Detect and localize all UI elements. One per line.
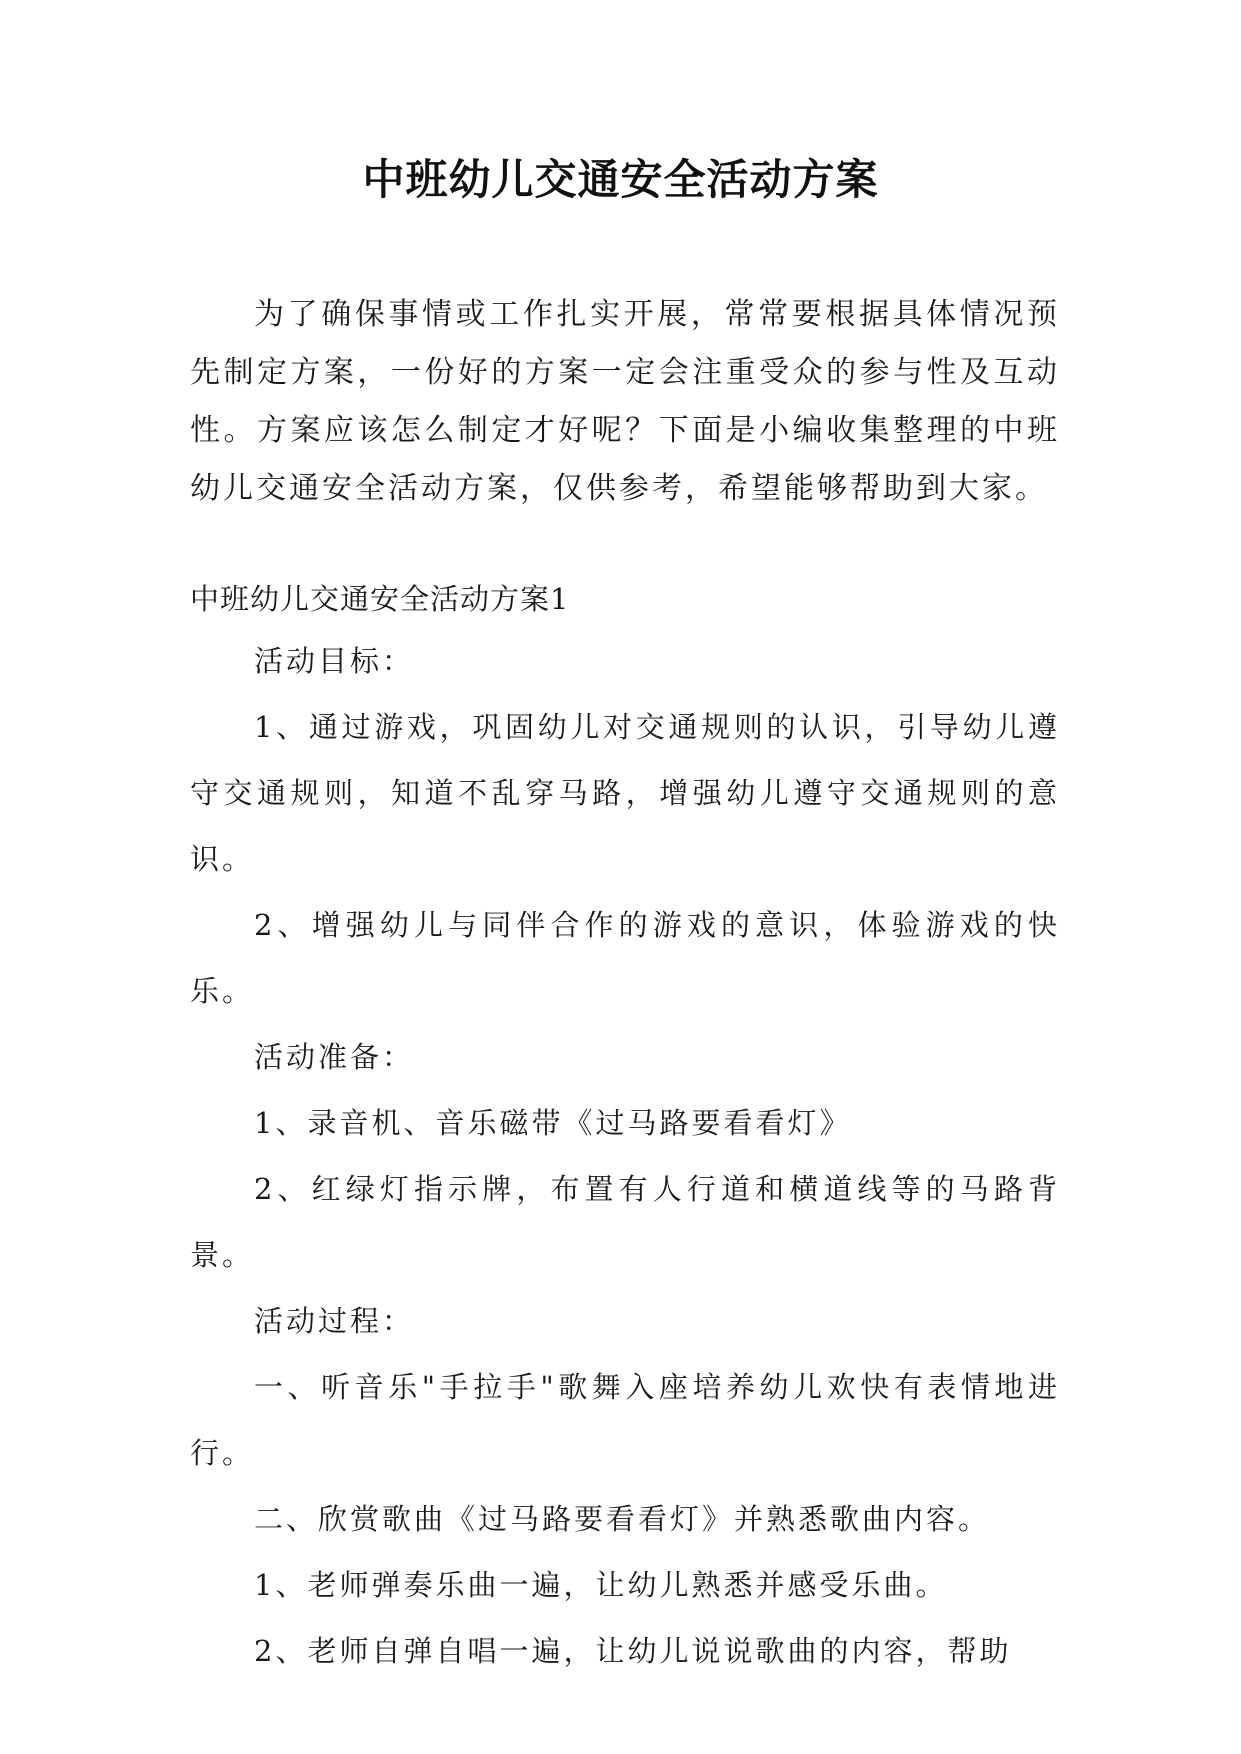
paragraph: 1、通过游戏，巩固幼儿对交通规则的认识，引导幼儿遵守交通规则，知道不乱穿马路，增强幼儿遵守交通规则的意识。 xyxy=(190,710,1060,876)
page-title: 中班幼儿交通安全活动方案 xyxy=(362,155,879,204)
paragraph: 2、老师自弹自唱一遍，让幼儿说说歌曲的内容，帮助 xyxy=(254,1634,1012,1668)
paragraph: 活动准备： xyxy=(254,1040,415,1074)
section-title: 中班幼儿交通安全活动方案1 xyxy=(190,582,570,616)
paragraph: 活动过程： xyxy=(254,1304,415,1338)
intro-paragraph: 为了确保事情或工作扎实开展，常常要根据具体情况预先制定方案，一份好的方案一定会注重受众的参与性及互动性。方案应该怎么制定才好呢？下面是小编收集整理的中班幼儿交通安全活动方案，仅供参考，希望能够帮助到大家。 xyxy=(190,297,1060,506)
paragraph: 1、老师弹奏乐曲一遍，让幼儿熟悉并感受乐曲。 xyxy=(254,1568,948,1602)
document-body xyxy=(190,286,1060,1684)
paragraph: 一、听音乐"手拉手"歌舞入座培养幼儿欢快有表情地进行。 xyxy=(190,1370,1060,1470)
paragraph: 2、红绿灯指示牌，布置有人行道和横道线等的马路背景。 xyxy=(190,1172,1060,1272)
paragraph: 二、欣赏歌曲《过马路要看看灯》并熟悉歌曲内容。 xyxy=(254,1502,991,1536)
paragraph: 1、录音机、音乐磁带《过马路要看看灯》 xyxy=(254,1106,852,1140)
paragraph: 2、增强幼儿与同伴合作的游戏的意识，体验游戏的快乐。 xyxy=(190,908,1060,1008)
paragraph: 活动目标： xyxy=(254,644,415,678)
